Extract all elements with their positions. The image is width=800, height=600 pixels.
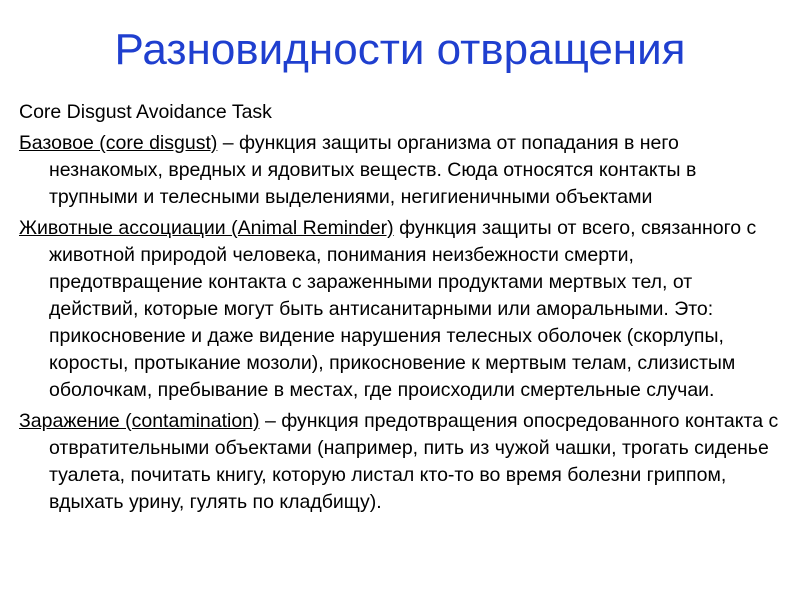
slide-body — [19, 99, 781, 520]
paragraph-animal-reminder — [19, 215, 781, 404]
slide-title: Разновидности отвращения — [114, 25, 686, 74]
paragraph-contamination-text: – функция предотвращения опосредованного контакта с отвратительными объектами (например, пить из чужой чашки, трогать сиденье туалета, почитать книгу, которую листал кто-то во время болезни гриппом, вдыхать урину, гулять по кладбищу). — [49, 410, 779, 513]
term-animal-reminder: Животные ассоциации (Animal Reminder) — [19, 217, 394, 239]
paragraph-contamination — [19, 408, 781, 516]
paragraph-core-disgust — [19, 130, 781, 211]
term-core-disgust: Базовое (core disgust) — [19, 132, 218, 154]
paragraph-core-disgust-text: – функция защиты организма от попадания в него незнакомых, вредных и ядовитых веществ. Сюда относятся контакты в трупными и телесными выделениями, негигиеничными объектами — [49, 132, 697, 208]
term-contamination: Заражение (contamination) — [19, 410, 260, 432]
slide-subtitle: Core Disgust Avoidance Task — [19, 101, 272, 123]
paragraph-animal-reminder-text: функция защиты от всего, связанного с животной природой человека, понимания неизбежности смерти, предотвращение контакта с зараженными продуктами мертвых тел, от действий, которые могут быть антисанитарными или аморальными. Это: прикосновение и даже видение нарушения телесных оболочек (скорлупы, коросты, протыкание мозоли), прикосновение к мертвым телам, слизистым оболочкам, пребывание в местах, где происходили смертельные случаи. — [49, 217, 757, 401]
